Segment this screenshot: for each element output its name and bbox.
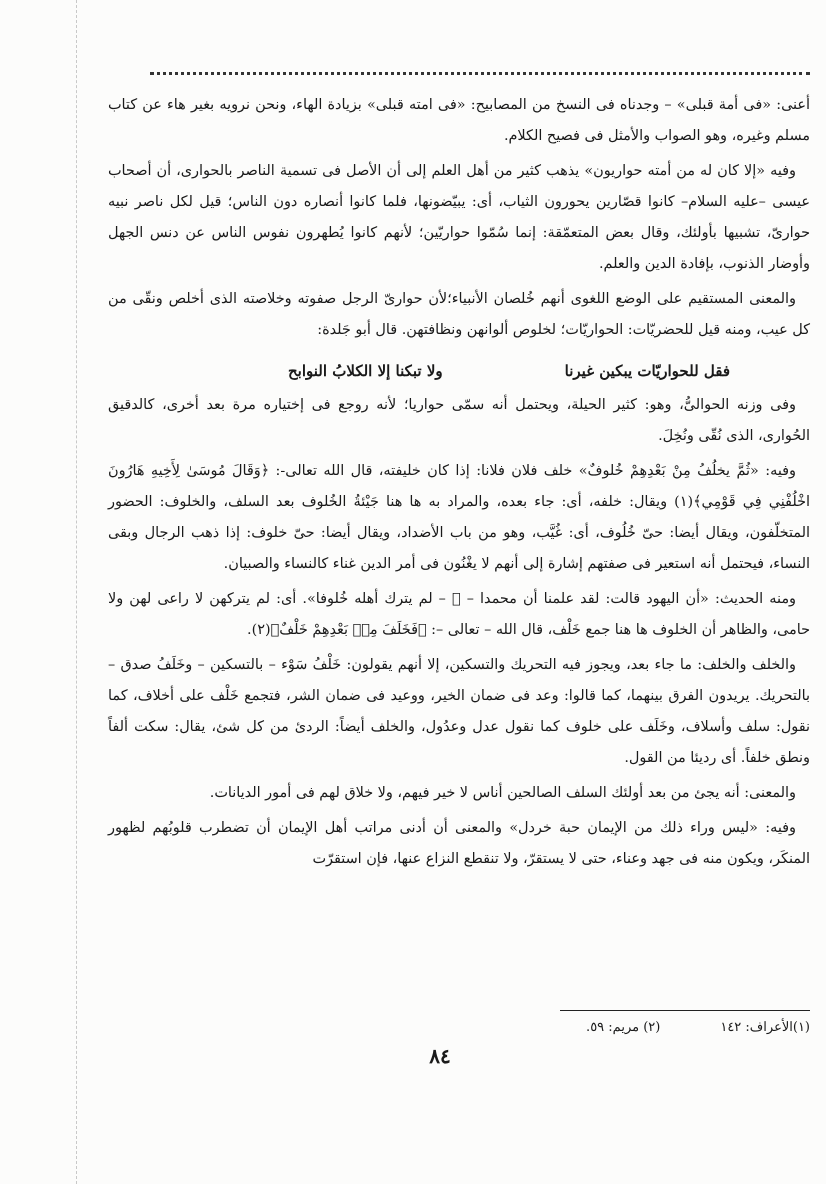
footnotes: [400, 1020, 810, 1035]
verse-first-hemistich: فقل للحواريّات يبكين غيرنا: [564, 362, 730, 380]
paragraph-3: والمعنى المستقيم على الوضع اللغوى أنهم خُلصان الأنبياء؛لأن حوارىّ الرجل صفوته وخلاصته الذى أخلص ونقّى من كل عيب، ومنه قيل للحضريّات: الحواريّات؛ لخلوص ألوانهن ونظافتهن. قال أبو جَلدة:: [108, 291, 810, 338]
poetry-verse: [108, 350, 810, 390]
paragraph-2: وفيه «إلا كان له من أمته حواريون» يذهب كثير من أهل العلم إلى أن الأصل فى تسمية الناصر بالحوارى، أن أصحاب عيسى –عليه السلام– كانوا قصّارين يحورون الثياب، أى: يبيّضونها، فلما كانوا أنصاره دون الناس؛ قيل لكل ناصر نبيه حوارىّ، تشبيها بأولئك، وقال بعض المتعمّقة: إنما سُمّوا حواريّين؛ لأنهم كانوا يُطهرون نفوس الناس عن دنس الجهل وأوضار الذنوب، بإفادة الدين والعلم.: [108, 163, 810, 272]
paragraph-9: وفيه: «ليس وراء ذلك من الإيمان حبة خردل» والمعنى أن أدنى مراتب أهل الإيمان أن تضطرب قلوبُهم لظهور المنكَر، ويكون منه فى جهد وعناء، حتى لا يستقرّ، ولا تنقطع النزاع عنها، فإن استقرّت: [108, 820, 810, 867]
footnote-2: (٢) مريم: ٥٩.: [586, 1020, 661, 1035]
paragraph-7: والخلف والخلف: ما جاء بعد، ويجوز فيه التحريك والتسكين، إلا أنهم يقولون: خَلْفُ سَوْء – بالتسكين – وخَلَفُ صدق – بالتحريك. يريدون الفرق بينهما، كما قالوا: وعد فى ضمان الخير، ووعيد فى ضمان الشر، فتجمع خَلْف على أخلاف، كما نقول: سلف وأسلاف، وخَلَف على خلوف كما نقول عدل وعدُول، والخلف أيضاً: الردئ من كل شئ، يقال: سكت ألفاً ونطق خلفاً. أى رديئا من القول.: [108, 657, 810, 766]
header-dotted-rule: [150, 72, 810, 75]
binding-margin-line: [76, 0, 77, 1184]
paragraph-5: وفيه: «ثُمَّ يخلُفُ مِنْ بَعْدِهِمْ خُلوفٌ» خلف فلان فلانا: إذا كان خليفته، قال الله تعالى-: ﴿وَقَالَ مُوسَىٰ لِأَخِيهِ هَارُونَ اخْلُفْنِي فِي قَوْمِي﴾(١) ويقال: خلفه، أى: جاء بعده، والمراد به ها هنا جَيْئةُ الخُلوف بعد السلف، والخلوف: الحضور المتخلّفون، ويقال أيضا: حىّ خُلُوف، أى: غُيَّب، وهو من باب الأضداد، ويقال أيضا: حىّ خلوف: إذا ذهب الرجال وبقى النساء، فيحتمل أنه استعير فى صفتهم إشارة إلى أنهم لا يغْنُون فى أمر الدين غناء كالنساء والصبيان.: [108, 463, 810, 572]
footnote-separator: [560, 1010, 810, 1011]
verse-second-hemistich: ولا تبكنا إلا الكلابُ النوابح: [288, 362, 443, 380]
main-text-block: [108, 90, 810, 879]
paragraph-8: والمعنى: أنه يجئ من بعد أولئك السلف الصالحين أناس لا خير فيهم، ولا خلاق لهم فى أمور الديانات.: [209, 785, 796, 801]
paragraph-1: أعنى: «فى أمة قبلى» – وجدناه فى النسخ من المصابيح: «فى امته قبلى» بزيادة الهاء، ونحن نرويه بغير هاء عن كتاب مسلم وغيره، وهو الصواب والأمثل فى فصيح الكلام.: [108, 97, 810, 144]
paragraph-4: وفى وزنه الحوالىُّ، وهو: كثير الحيلة، ويحتمل أنه سمّى حواريا؛ لأنه روجع فى إختياره مرة بعد أخرى، كالدقيق الحُوارى، الذى نُقّى ونُخِلَ.: [108, 397, 810, 444]
footnote-1: (١)الأعراف: ١٤٢: [720, 1020, 810, 1035]
page-number: ٨٤: [429, 1044, 451, 1068]
paragraph-6: ومنه الحديث: «أن اليهود قالت: لقد علمنا أن محمدا – ﷺ – لم يترك أهله خُلوفا». أى: لم يتركهن لا راعى لهن ولا حامى، والظاهر أن الخلوف ها هنا جمع خَلْف، قال الله – تعالى –: ﴿فَخَلَفَ مِنۢ بَعْدِهِمْ خَلْفٌ﴾(٢).: [108, 591, 810, 638]
